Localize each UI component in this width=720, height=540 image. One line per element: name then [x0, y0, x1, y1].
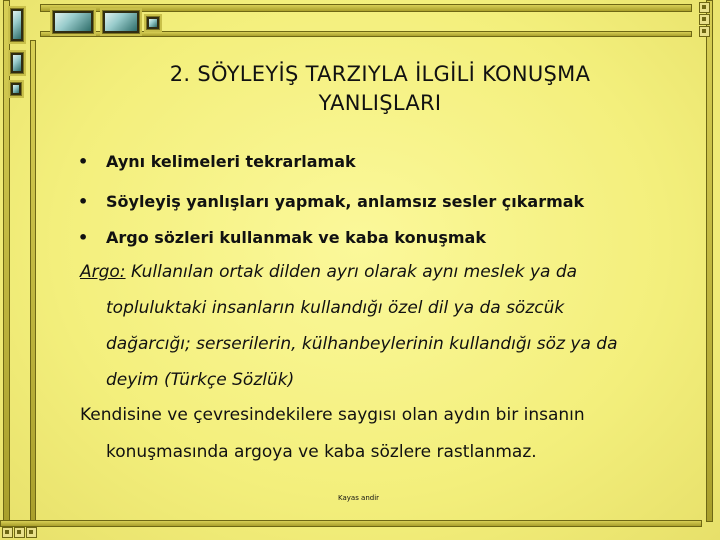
frame-bar-left [3, 0, 10, 522]
footer-text: Kayas andir [338, 494, 380, 502]
frame-ornament-icon [699, 2, 710, 13]
frame-ornament-icon [2, 527, 13, 538]
note-line-2: konuşmasında argoya ve kaba sözlere rastlanmaz. [106, 442, 537, 462]
frame-top [0, 0, 720, 42]
frame-bar-bottom [0, 520, 702, 527]
title-line-2: YANLIŞLARI [318, 91, 442, 115]
definition-line-3: dağarcığı; serserilerin, külhanbeylerinin kullandığı söz ya da [106, 334, 618, 354]
slide-title [60, 60, 700, 118]
frame-ornament-icon [26, 527, 37, 538]
frame-ornament-icon [699, 26, 710, 37]
definition-line-4: deyim (Türkçe Sözlük) [106, 370, 295, 390]
frame-left [0, 0, 40, 540]
nav-picture-icon[interactable] [50, 8, 96, 36]
frame-bottom [0, 514, 720, 540]
bullet-icon: • [78, 192, 89, 211]
nav-picture-icon[interactable] [8, 50, 26, 76]
nav-picture-icon[interactable] [8, 6, 26, 44]
definition-line-2: topluluktaki insanların kullandığı özel dil ya da sözcük [106, 298, 565, 318]
nav-button-icon[interactable] [8, 80, 24, 98]
definition-line-1 [80, 262, 577, 282]
nav-picture-icon[interactable] [100, 8, 142, 36]
frame-bar-right [706, 0, 713, 522]
note-line-1: Kendisine ve çevresindekilere saygısı olan aydın bir insanın [80, 405, 585, 425]
frame-bar-left-inner [30, 40, 36, 522]
bullet-text: Argo sözleri kullanmak ve kaba konuşmak [106, 228, 486, 247]
bullet-icon: • [78, 152, 89, 171]
title-line-1: 2. SÖYLEYİŞ TARZIYLA İLGİLİ KONUŞMA [169, 62, 591, 86]
frame-ornament-icon [699, 14, 710, 25]
nav-button-icon[interactable] [144, 14, 162, 32]
frame-ornament-icon [14, 527, 25, 538]
bullet-text: Söyleyiş yanlışları yapmak, anlamsız sesler çıkarmak [106, 192, 585, 211]
bullet-text: Aynı kelimeleri tekrarlamak [106, 152, 356, 171]
definition-term: Argo: [80, 262, 126, 282]
definition-text: Kullanılan ortak dilden ayrı olarak aynı meslek ya da [125, 262, 578, 282]
bullet-icon: • [78, 228, 89, 247]
